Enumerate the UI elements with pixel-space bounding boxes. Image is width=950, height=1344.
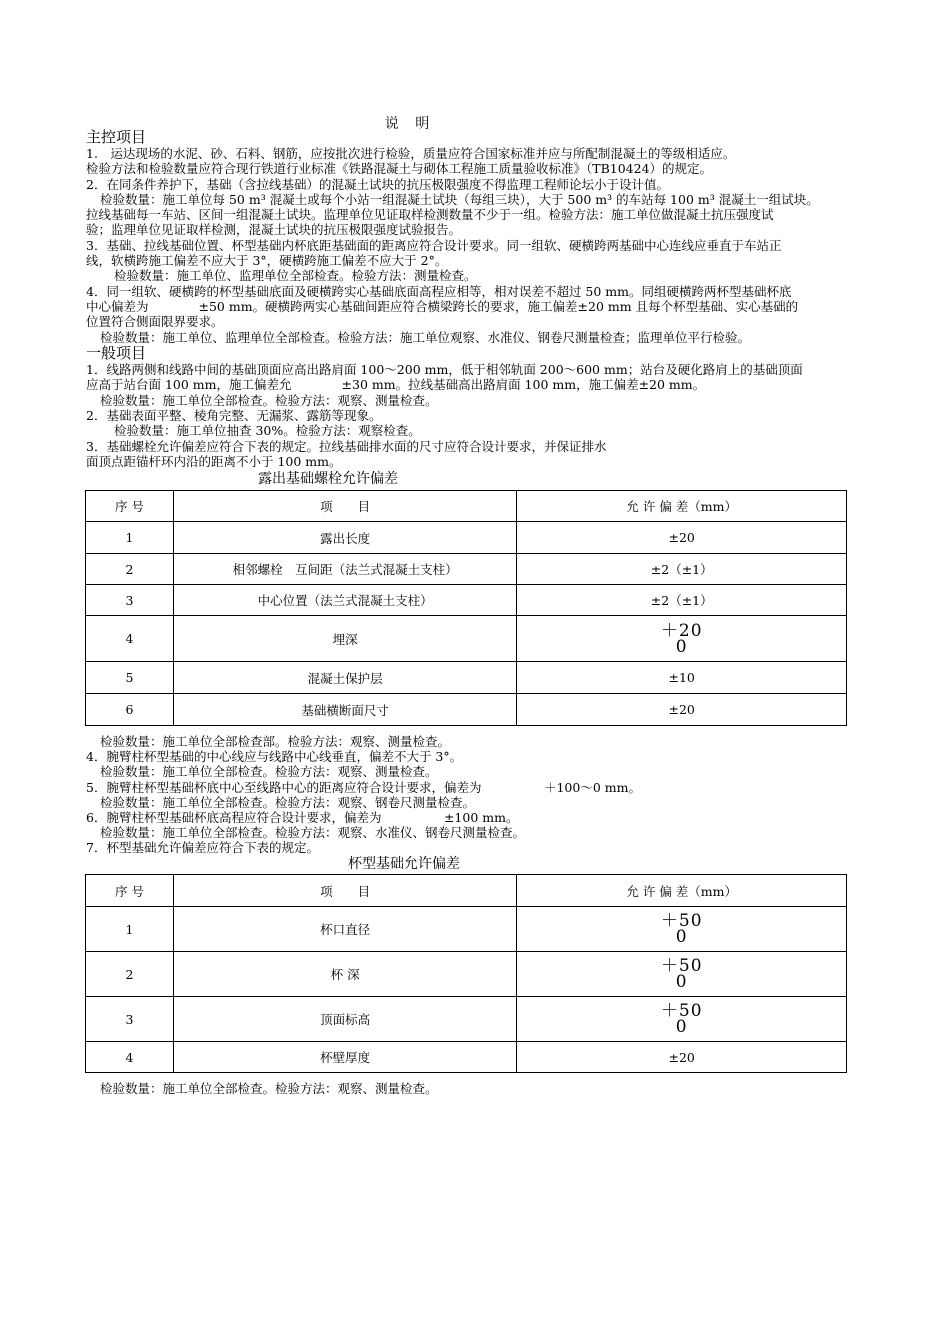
row-tolerance: ±2（±1） (517, 554, 847, 585)
table-header: 序 号 (86, 491, 174, 522)
tolerance-upper: ＋20 (660, 620, 703, 641)
paragraph: 拉线基础每一车站、区间一组混凝土试块。监理单位见证取样检测数量不少于一组。检验方法：施工单位做混凝土抗压强度试 (86, 207, 774, 222)
paragraph: 检验数量：施工单位全部检查。检验方法：观察、钢卷尺测量检查。 (100, 795, 476, 810)
row-number: 2 (86, 554, 174, 585)
paragraph: 检验数量：施工单位全部检查。检验方法：观察、水准仪、钢卷尺测量检查。 (100, 825, 526, 840)
paragraph: 1．线路两侧和线路中间的基础顶面应高出路肩面 100～200 mm，低于相邻轨面 200～600 mm；站台及硬化路肩上的基础顶面 (86, 362, 803, 377)
paragraph: 3．基础螺栓允许偏差应符合下表的规定。拉线基础排水面的尺寸应符合设计要求，并保证排水 (86, 439, 607, 454)
row-number: 2 (86, 952, 174, 997)
paragraph: 检验数量：施工单位抽查 30%。检验方法：观察检查。 (114, 423, 421, 438)
paragraph: 检验数量：施工单位每 50 m³ 混凝土或每个小站一组混凝土试块（每组三块），大于 500 m³ 的车站每 100 m³ 混凝土一组试块。 (100, 192, 819, 207)
table-header: 允 许 偏 差（mm） (517, 491, 847, 522)
tolerance-upper: ＋50 (660, 956, 703, 976)
row-item: 埋深 (173, 616, 517, 662)
table-row (86, 522, 847, 554)
paragraph: 4．腕臂柱杯型基础的中心线应与线路中心线垂直，偏差不大于 3°。 (86, 749, 463, 764)
row-tolerance: ±10 (517, 662, 847, 694)
paragraph: 验；监理单位见证取样检测，混凝土试块的抗压极限强度试验报告。 (86, 222, 462, 237)
section-heading-main: 主控项目 (86, 128, 147, 146)
cup-foundation-tolerance-table (85, 874, 847, 1073)
table-caption: 杯型基础允许偏差 (348, 856, 460, 872)
paragraph: 2．基础表面平整、棱角完整、无漏浆、露筋等现象。 (86, 408, 382, 423)
row-item: 中心位置（法兰式混凝土支柱） (173, 585, 517, 616)
row-tolerance (517, 907, 847, 952)
row-item: 顶面标高 (173, 997, 517, 1042)
row-item: 混凝土保护层 (173, 662, 517, 694)
table-row (86, 694, 847, 726)
paragraph: 面顶点距锚杆环内沿的距离不小于 100 mm。 (86, 454, 342, 469)
paragraph: 应高于站台面 100 mm，施工偏差允 ±30 mm。拉线基础高出路肩面 100 mm，施工偏差±20 mm。 (86, 377, 706, 392)
paragraph: 检验方法和检验数量应符合现行铁道行业标准《铁路混凝土与砌体工程施工质量验收标准》（TB10424）的规定。 (86, 161, 713, 176)
paragraph: 检验数量：施工单位全部检查。检验方法：观察、测量检查。 (100, 1081, 438, 1096)
table-caption: 露出基础螺栓允许偏差 (258, 471, 398, 487)
row-tolerance: ±2（±1） (517, 585, 847, 616)
paragraph: 2．在同条件养护下，基础（含拉线基础）的混凝土试块的抗压极限强度不得监理工程师论坛小于设计值。 (86, 177, 669, 192)
row-number: 3 (86, 997, 174, 1042)
row-tolerance (517, 997, 847, 1042)
paragraph: 检验数量：施工单位全部检查部。检验方法：观察、测量检查。 (100, 734, 451, 749)
row-tolerance (517, 952, 847, 997)
paragraph: 1. 运达现场的水泥、砂、石料、钢筋，应按批次进行检验，质量应符合国家标准并应与所配制混凝土的等级相适应。 (86, 146, 736, 161)
row-item: 杯壁厚度 (173, 1042, 517, 1073)
paragraph: 检验数量：施工单位、监理单位全部检查。检验方法：测量检查。 (114, 268, 477, 283)
table-row (86, 952, 847, 997)
row-item: 杯 深 (173, 952, 517, 997)
table-row (86, 997, 847, 1042)
table-header: 项 目 (173, 491, 517, 522)
paragraph: 4．同一组软、硬横跨的杯型基础底面及硬横跨实心基础底面高程应相等，相对误差不超过 50 mm。同组硬横跨两杯型基础杯底 (86, 284, 792, 299)
row-number: 1 (86, 522, 174, 554)
paragraph: 检验数量：施工单位、监理单位全部检查。检验方法：施工单位观察、水准仪、钢卷尺测量检查；监理单位平行检验。 (100, 330, 751, 345)
section-heading-general: 一般项目 (86, 344, 147, 362)
table-row (86, 1042, 847, 1073)
table-header: 项 目 (173, 875, 517, 907)
row-number: 6 (86, 694, 174, 726)
tolerance-lower: 0 (675, 927, 688, 947)
paragraph: 检验数量：施工单位全部检查。检验方法：观察、测量检查。 (100, 393, 438, 408)
paragraph: 3．基础、拉线基础位置、杯型基础内杯底距基础面的距离应符合设计要求。同一组软、硬横跨两基础中心连线应垂直于车站正 (86, 238, 782, 253)
tolerance-lower: 0 (675, 972, 688, 992)
bolt-tolerance-table (85, 490, 847, 726)
paragraph: 检验数量：施工单位全部检查。检验方法：观察、测量检查。 (100, 764, 438, 779)
page-title: 说 明 (384, 116, 436, 132)
row-item: 露出长度 (173, 522, 517, 554)
table-header: 序 号 (86, 875, 174, 907)
row-tolerance: ±20 (517, 522, 847, 554)
table-row (86, 554, 847, 585)
table-header: 允 许 偏 差（mm） (517, 875, 847, 907)
paragraph: 位置符合侧面限界要求。 (86, 314, 224, 329)
table-row (86, 907, 847, 952)
tolerance-upper: ＋50 (660, 1001, 703, 1021)
row-item: 基础横断面尺寸 (173, 694, 517, 726)
table-row (86, 585, 847, 616)
row-number: 4 (86, 616, 174, 662)
tolerance-lower: 0 (675, 1017, 688, 1037)
paragraph: 7．杯型基础允许偏差应符合下表的规定。 (86, 840, 319, 855)
tolerance-lower: 0 (675, 636, 688, 657)
table-row (86, 662, 847, 694)
row-number: 3 (86, 585, 174, 616)
row-tolerance: ±20 (517, 1042, 847, 1073)
table-row (86, 616, 847, 662)
row-tolerance: ±20 (517, 694, 847, 726)
paragraph: 5．腕臂柱杯型基础杯底中心至线路中心的距离应符合设计要求，偏差为 ＋100～0 mm。 (86, 780, 641, 795)
row-number: 5 (86, 662, 174, 694)
paragraph: 6．腕臂柱杯型基础杯底高程应符合设计要求，偏差为 ±100 mm。 (86, 810, 519, 825)
row-number: 1 (86, 907, 174, 952)
paragraph: 中心偏差为 ±50 mm。硬横跨两实心基础间距应符合横梁跨长的要求，施工偏差±20 mm 且每个杯型基础、实心基础的 (86, 299, 799, 314)
row-number: 4 (86, 1042, 174, 1073)
paragraph: 线，软横跨施工偏差不应大于 3°，硬横跨施工偏差不应大于 2°。 (86, 253, 448, 268)
row-tolerance (517, 616, 847, 662)
row-item: 相邻螺栓 互间距（法兰式混凝土支柱） (173, 554, 517, 585)
tolerance-upper: ＋50 (660, 911, 703, 931)
row-item: 杯口直径 (173, 907, 517, 952)
